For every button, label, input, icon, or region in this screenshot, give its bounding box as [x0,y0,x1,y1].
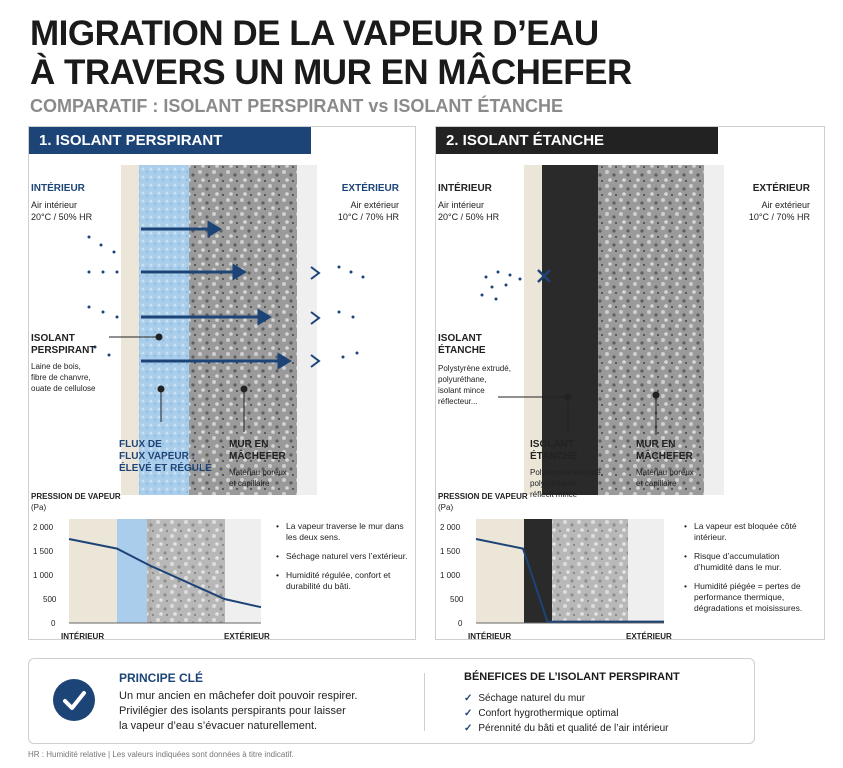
chart-title1-b: PRESSION DE VAPEUR [438,492,528,501]
insulation2-desc2-b: polyuréthane, [530,479,579,488]
check-icon: ✓ [464,723,473,734]
flux-line3: ÉLEVÉ ET RÉGULÉ [119,463,212,474]
wall-title2-b: MÂCHEFER [636,451,693,462]
footer-note: HR : Humidité relative | Les valeurs indiquées sont données à titre indicatif. [28,750,294,759]
interior-title-b: INTÉRIEUR [438,183,492,194]
ytick-b-1: 1 500 [440,547,461,556]
exterior-title-b: EXTÉRIEUR [752,183,810,194]
exterior-line2-a: 10°C / 70% HR [337,212,399,222]
ytick-a-4: 0 [51,619,56,628]
ytick-a-3: 500 [43,595,57,604]
ytick-a-0: 2 000 [33,523,54,532]
wall-desc1-a: Matériau poreux [229,468,287,477]
ytick-b-2: 1 000 [440,571,461,580]
benefit-item: ✓ Séchage naturel du mur [464,693,586,704]
x-left-b: INTÉRIEUR [468,632,512,641]
wall-title2-a: MÂCHEFER [229,451,286,462]
ytick-a-2: 1 000 [33,571,54,580]
principle-line-3: la vapeur d’eau s’évacuer naturellement. [119,720,318,732]
flux-line1: FLUX DE [119,439,162,450]
insulation-title2-b: ÉTANCHE [438,345,486,356]
x-left-a: INTÉRIEUR [61,632,105,641]
insulation2-title1-b: ISOLANT [530,439,574,450]
bullets-b [684,521,820,622]
benefits-title: BÉNEFICES DE L’ISOLANT PERSPIRANT [464,671,680,683]
insulation-title1-b: ISOLANT [438,333,482,344]
principle-text [119,689,357,734]
interior-line2-a: 20°C / 50% HR [31,212,93,222]
bullet-a-2: • Séchage naturel vers l’extérieur. [276,551,411,562]
wall-title1-b: MUR EN [636,439,676,450]
wall-desc2-b: et capillaire [636,479,677,488]
ytick-b-0: 2 000 [440,523,461,532]
benefits-list [464,691,669,736]
check-icon: ✓ [464,693,473,704]
interior-line2-b: 20°C / 50% HR [438,212,500,222]
bullet-a-1: • La vapeur traverse le mur dans les deux sens. [276,521,411,543]
interior-title-a: INTÉRIEUR [31,183,85,194]
x-right-b: EXTÉRIEUR [626,632,672,641]
ytick-a-1: 1 500 [33,547,54,556]
wall-desc1-b: Matériau poreux [636,468,694,477]
check-icon: ✓ [464,708,473,719]
chart-etanche [476,519,664,623]
chart-title2-a: (Pa) [31,503,47,512]
insulation-desc3-a: ouate de cellulose [31,384,96,393]
title-line-2: À TRAVERS UN MUR EN MÂCHEFER [30,53,632,92]
bullet-b-2: • Risque d’accumulation d’humidité dans le mur. [684,551,820,573]
banner-perspirant: 1. ISOLANT PERSPIRANT [29,127,311,154]
bullet-b-1: • La vapeur est bloquée côté intérieur. [684,521,820,543]
principle-line-2: Privilégier des isolants perspirants pour laisser [119,705,346,717]
insulation-desc2-b: polyuréthane, [438,375,487,384]
bullet-b-3: • Humidité piégée = pertes de performance thermique, dégradations et moisissures. [684,581,820,614]
exterior-line2-b: 10°C / 70% HR [748,212,810,222]
divider [424,673,425,731]
benefit-item: ✓ Pérennité du bâti et qualité de l’air intérieur [464,723,669,734]
insulation-title2-a: PERSPIRANT [31,345,96,356]
chart-perspirant [69,519,261,623]
exterior-title-a: EXTÉRIEUR [341,183,399,194]
ytick-b-3: 500 [450,595,464,604]
insulation-desc4-b: réflecteur... [438,397,478,406]
insulation-title1-a: ISOLANT [31,333,75,344]
title-line-1: MIGRATION DE LA VAPEUR D’EAU [30,14,599,53]
insulation-desc2-a: fibre de chanvre, [31,373,91,382]
panel-etanche [435,126,825,640]
insulation2-desc3-b: réflecit mince [530,490,578,499]
insulation-desc3-b: isolant mince [438,386,485,395]
insulation-desc1-b: Polystyrène extrudé, [438,364,511,373]
principle-line-1: Un mur ancien en mâchefer doit pouvoir respirer. [119,690,358,702]
ytick-b-4: 0 [458,619,463,628]
exterior-render [297,165,317,495]
bullet-a-3: • Humidité régulée, confort et durabilité du bâti. [276,570,411,592]
benefit-item: ✓ Confort hygrothermique optimal [464,708,619,719]
panel-perspirant [28,126,416,640]
chart-title2-b: (Pa) [438,503,454,512]
principle-title: PRINCIPE CLÉ [119,671,204,685]
interior-line1-b: Air intérieur [438,200,485,210]
interior-line1-a: Air intérieur [31,200,78,210]
chart-title1-a: PRESSION DE VAPEUR [31,492,121,501]
exterior-render-b [704,165,724,495]
wall-title1-a: MUR EN [229,439,269,450]
wall-desc2-a: et capillaire [229,479,270,488]
insulation2-desc1-b: Polystyrène extrudé, [530,468,603,477]
insulation-desc1-a: Laine de bois, [31,362,81,371]
key-principle-box [28,658,755,744]
main-title [30,14,632,92]
blocked-vapor-dots [481,271,522,301]
check-circle-icon [53,679,95,721]
exterior-line1-a: Air extérieur [350,200,399,210]
flux-line2: FLUX VAPEUR : [119,451,195,462]
x-right-a: EXTÉRIEUR [224,632,270,641]
insulation2-title2-b: ÉTANCHE [530,451,578,462]
banner-etanche: 2. ISOLANT ÉTANCHE [436,127,718,154]
exterior-line1-b: Air extérieur [761,200,810,210]
subtitle: COMPARATIF : ISOLANT PERSPIRANT vs ISOLANT ÉTANCHE [30,96,564,116]
bullets-a [276,521,411,600]
